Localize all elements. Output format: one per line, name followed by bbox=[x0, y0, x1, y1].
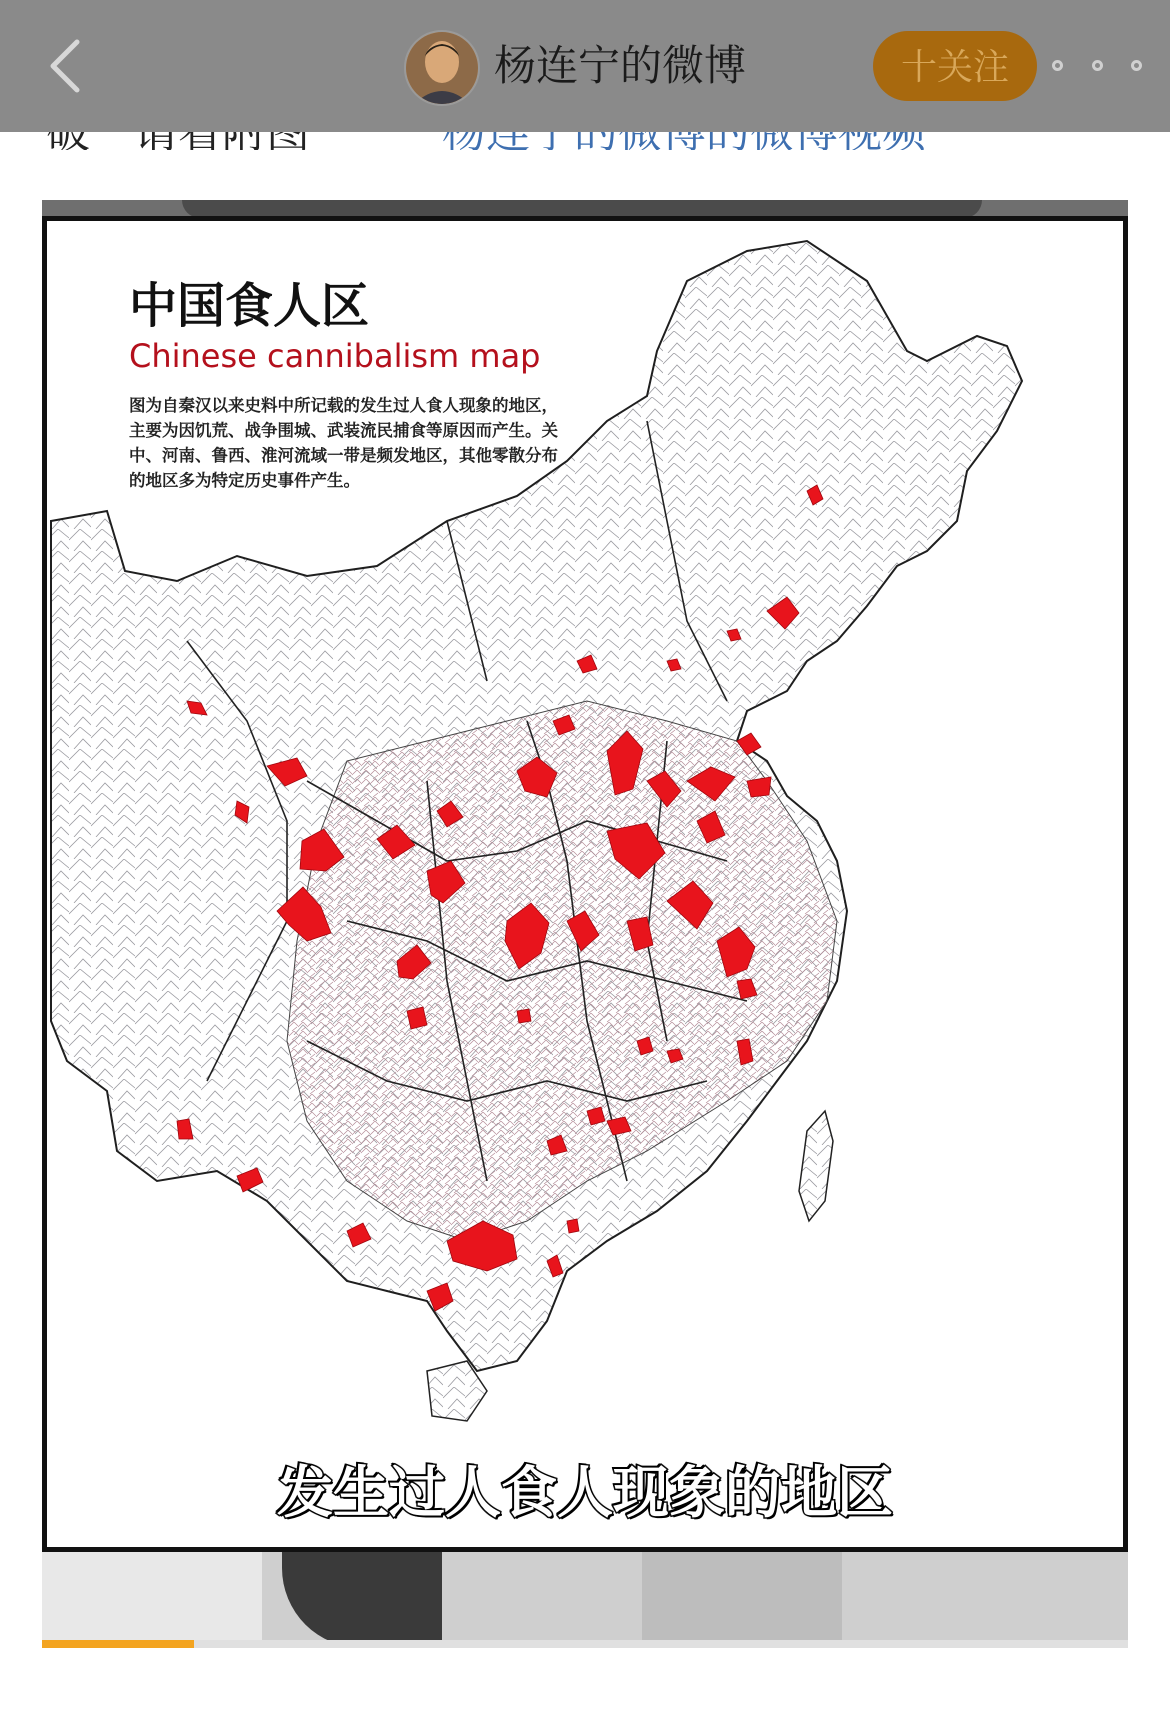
follow-button[interactable]: 十关注 bbox=[873, 31, 1037, 101]
top-nav-bar bbox=[0, 0, 1170, 132]
avatar[interactable] bbox=[404, 30, 480, 106]
video-subtitle: 发生过人食人现象的地区 bbox=[277, 1461, 893, 1526]
map-image bbox=[42, 216, 1128, 1552]
chevron-left-icon bbox=[45, 36, 85, 96]
video-progress-bar[interactable] bbox=[42, 1640, 1128, 1648]
map-title-en: Chinese cannibalism map bbox=[129, 337, 541, 375]
map-title-cn: 中国食人区 bbox=[129, 278, 370, 334]
video-player[interactable] bbox=[42, 200, 1128, 1648]
video-progress-fill bbox=[42, 1640, 194, 1648]
back-button[interactable] bbox=[30, 30, 100, 102]
more-button[interactable] bbox=[1052, 44, 1142, 86]
map-description: 图为自秦汉以来史料中所记载的发生过人食人现象的地区，主要为因饥荒、战争围城、武装流民捕食等原因而产生。关中、河南、鲁西、淮河流域一带是频发地区，其他零散分布的地区多为特定历史事件产生。 bbox=[129, 396, 558, 490]
page-title: 杨连宁的微博 bbox=[494, 41, 747, 90]
more-dots-icon bbox=[1052, 60, 1063, 71]
